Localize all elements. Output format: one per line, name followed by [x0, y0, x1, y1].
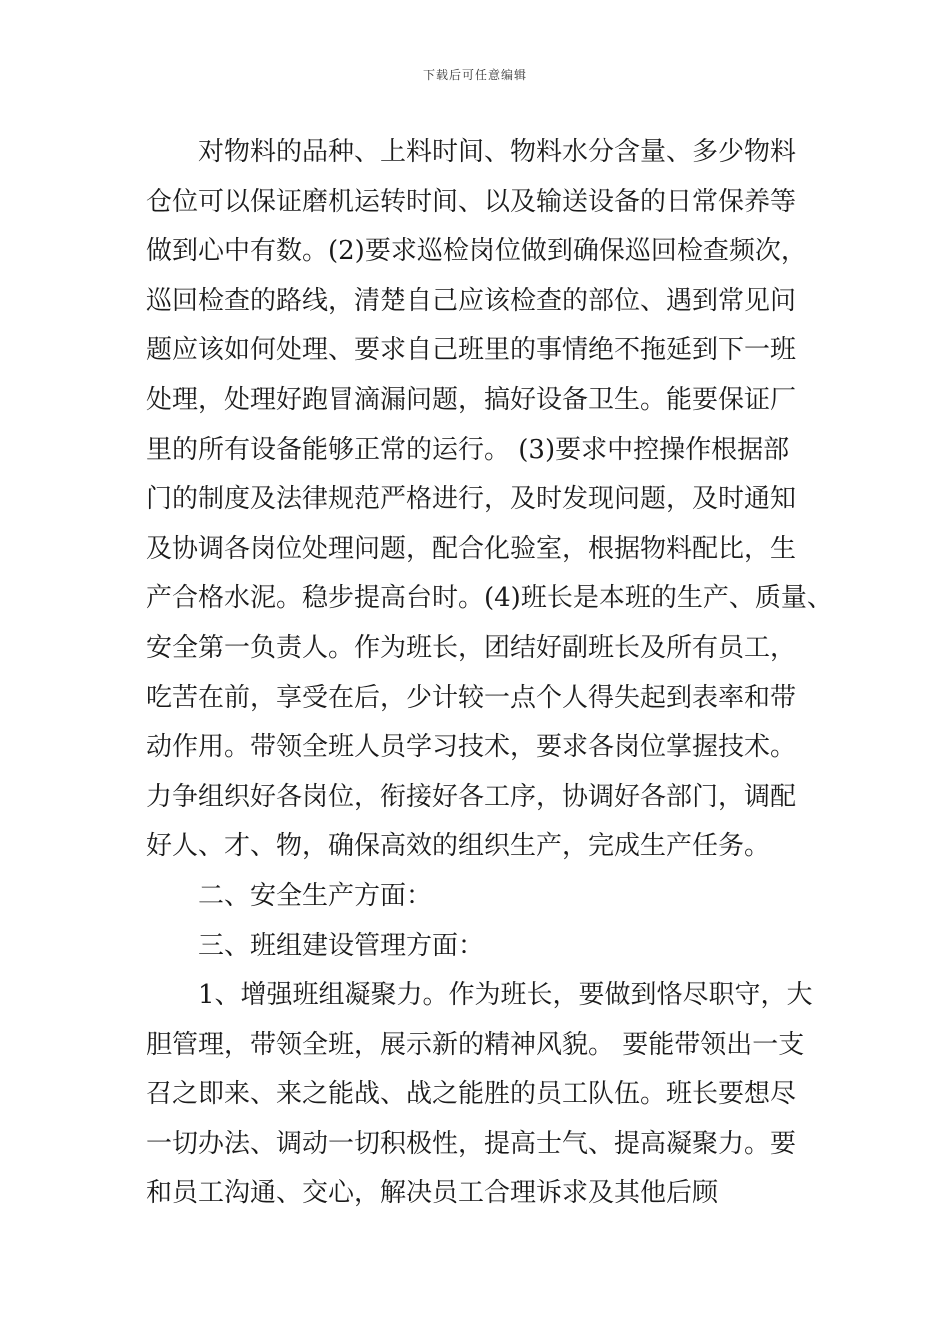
- document-body: [146, 128, 833, 1219]
- text-line: 安全第一负责人。作为班长，团结好副班长及所有员工，: [146, 632, 797, 663]
- header-note: 下载后可任意编辑: [422, 68, 527, 82]
- text-line: 处理，处理好跑冒滴漏问题，搞好设备卫生。能要保证厂: [146, 384, 797, 415]
- text-line: 动作用。带领全班人员学习技术，要求各岗位掌握技术。: [146, 732, 797, 763]
- text-line: 力争组织好各岗位，衔接好各工序，协调好各部门，调配: [146, 781, 797, 812]
- text-line: 和员工沟通、交心，解决员工合理诉求及其他后顾: [146, 1178, 719, 1209]
- text-line: 里的所有设备能够正常的运行。 (3)要求中控操作根据部: [146, 434, 790, 465]
- text-line: 胆管理，带领全班，展示新的精神风貌。 要能带领出一支: [146, 1029, 805, 1060]
- section-heading: 三、班组建设管理方面：: [198, 930, 485, 961]
- text-line: 对物料的品种、上料时间、物料水分含量、多少物料: [198, 137, 797, 167]
- text-line: 题应该如何处理、要求自己班里的事情绝不拖延到下一班: [146, 335, 797, 366]
- text-line: 仓位可以保证磨机运转时间、以及输送设备的日常保养等: [146, 186, 797, 217]
- text-line: 1、增强班组凝聚力。作为班长，要做到恪尽职守，大: [198, 980, 813, 1011]
- text-line: 好人、才、物，确保高效的组织生产，完成生产任务。: [146, 831, 771, 862]
- text-line: 巡回检查的路线，清楚自己应该检查的部位、遇到常见问: [146, 285, 797, 316]
- text-line: 吃苦在前，享受在后，少计较一点个人得失起到表率和带: [146, 682, 797, 713]
- text-line: 产合格水泥。稳步提高台时。(4)班长是本班的生产、质量、: [146, 583, 833, 614]
- text-line: 做到心中有数。(2)要求巡检岗位做到确保巡回检查频次，: [146, 236, 807, 267]
- text-line: 一切办法、调动一切积极性，提高士气、提高凝聚力。要: [146, 1128, 797, 1159]
- text-line: 门的制度及法律规范严格进行，及时发现问题，及时通知: [146, 484, 797, 515]
- text-line: 召之即来、来之能战、战之能胜的员工队伍。班长要想尽: [146, 1079, 797, 1110]
- section-heading: 二、安全生产方面：: [198, 880, 433, 911]
- text-line: 及协调各岗位处理问题，配合化验室，根据物料配比，生: [146, 533, 797, 564]
